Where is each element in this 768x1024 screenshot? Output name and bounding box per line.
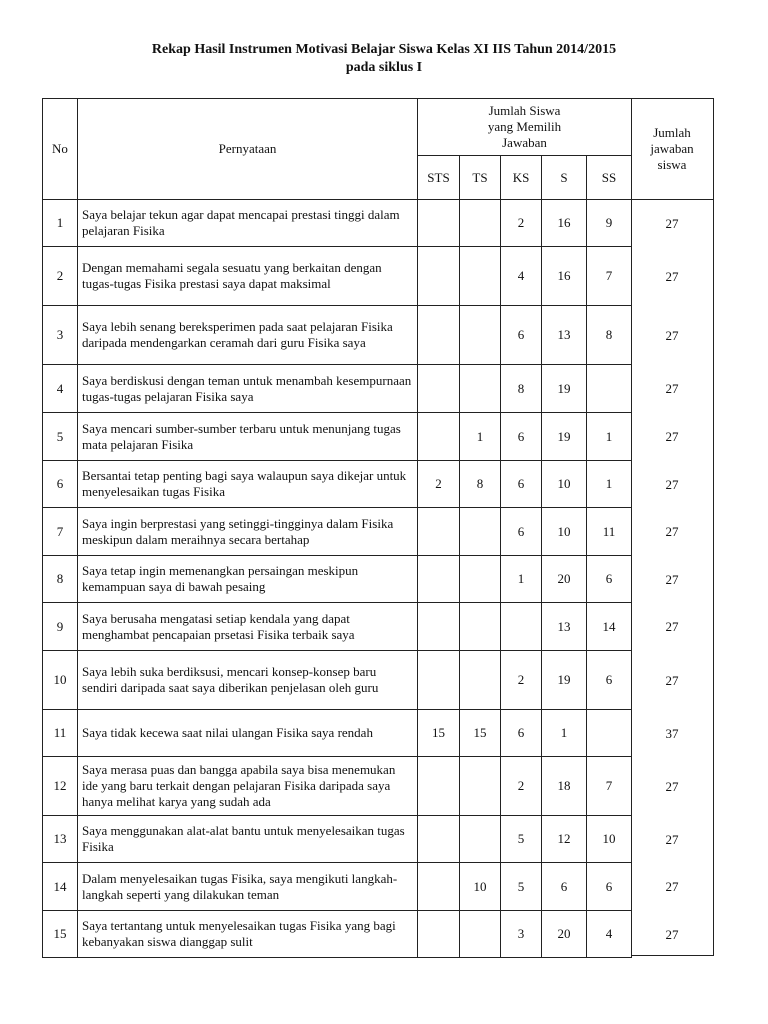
row-s-count: 6 xyxy=(542,863,587,911)
row-ts-count xyxy=(460,306,501,365)
row-statement xyxy=(78,556,418,603)
row-sts-count xyxy=(418,651,460,710)
row-ts-count: 1 xyxy=(460,413,501,461)
header-no: No xyxy=(43,99,78,200)
title-line-1: Rekap Hasil Instrumen Motivasi Belajar Siswa Kelas XI IIS Tahun 2014/2015 xyxy=(151,42,617,57)
header-ss: SS xyxy=(587,156,632,200)
row-statement-text: Dengan memahami segala sesuatu yang berkaitan dengan tugas-tugas Fisika prestasi saya dapat maksimal xyxy=(82,260,382,291)
table-row xyxy=(43,556,632,603)
row-ss-count: 6 xyxy=(587,651,632,710)
row-ss-count: 6 xyxy=(587,863,632,911)
row-ks-count: 6 xyxy=(501,710,542,757)
row-number: 13 xyxy=(43,816,78,863)
row-ss-count: 11 xyxy=(587,508,632,556)
row-number: 8 xyxy=(43,556,78,603)
row-statement-text: Bersantai tetap penting bagi saya walaupun saya dikejar untuk menyelesaikan tugas Fisika xyxy=(82,468,407,499)
row-sts-count xyxy=(418,556,460,603)
row-s-count: 20 xyxy=(542,556,587,603)
row-ks-count: 6 xyxy=(501,306,542,365)
row-ks-count: 3 xyxy=(501,911,542,958)
row-number: 15 xyxy=(43,911,78,958)
row-sts-count xyxy=(418,200,460,247)
table-row xyxy=(43,603,632,651)
row-statement xyxy=(78,651,418,710)
row-s-count: 19 xyxy=(542,651,587,710)
row-total: 27 xyxy=(665,476,679,492)
row-statement xyxy=(78,413,418,461)
row-ks-count: 2 xyxy=(501,651,542,710)
row-ks-count: 4 xyxy=(501,247,542,306)
total-column xyxy=(631,98,714,956)
header-s: S xyxy=(542,156,587,200)
row-total: 27 xyxy=(665,215,679,231)
table-row xyxy=(43,200,632,247)
row-ks-count: 5 xyxy=(501,863,542,911)
row-sts-count xyxy=(418,247,460,306)
row-number: 11 xyxy=(43,710,78,757)
row-total: 37 xyxy=(665,725,679,741)
row-ks-count: 6 xyxy=(501,461,542,508)
row-number: 12 xyxy=(43,757,78,816)
row-ss-count: 14 xyxy=(587,603,632,651)
row-ts-count xyxy=(460,603,501,651)
row-statement-text: Saya tidak kecewa saat nilai ulangan Fisika saya rendah xyxy=(82,725,373,740)
row-statement-text: Saya lebih senang bereksperimen pada saat pelajaran Fisika daripada mendengarkan ceramah dari guru Fisika saya xyxy=(82,319,393,350)
row-statement-text: Saya belajar tekun agar dapat mencapai prestasi tinggi dalam pelajaran Fisika xyxy=(82,207,400,238)
row-ts-count xyxy=(460,556,501,603)
row-ss-count: 1 xyxy=(587,413,632,461)
row-number: 7 xyxy=(43,508,78,556)
row-total: 27 xyxy=(665,879,679,894)
row-ks-count: 6 xyxy=(501,508,542,556)
row-statement xyxy=(78,200,418,247)
row-number: 3 xyxy=(43,306,78,365)
row-total: 27 xyxy=(665,429,679,444)
row-sts-count xyxy=(418,413,460,461)
header-ks: KS xyxy=(501,156,542,200)
row-s-count: 19 xyxy=(542,365,587,413)
row-ks-count: 5 xyxy=(501,816,542,863)
row-statement xyxy=(78,710,418,757)
row-total: 27 xyxy=(665,672,679,688)
row-ks-count: 2 xyxy=(501,757,542,816)
survey-table xyxy=(42,98,632,958)
row-total: 27 xyxy=(665,571,679,587)
row-statement xyxy=(78,508,418,556)
row-statement-text: Dalam menyelesaikan tugas Fisika, saya mengikuti langkah-langkah seperti yang dilakukan teman xyxy=(82,870,398,902)
row-statement xyxy=(78,863,418,911)
row-statement xyxy=(78,757,418,816)
row-statement-text: Saya merasa puas dan bangga apabila saya bisa menemukan ide yang baru terkait dengan pelajaran Fisika daripada saya hanya melihat karya yang sudah ada xyxy=(82,762,396,809)
header-total-label: Jumlah jawaban siswa xyxy=(650,125,694,172)
row-sts-count xyxy=(418,306,460,365)
table-row xyxy=(43,247,632,306)
row-total: 27 xyxy=(665,778,679,794)
row-ss-count: 9 xyxy=(587,200,632,247)
row-number: 9 xyxy=(43,603,78,651)
row-statement-text: Saya mencari sumber-sumber terbaru untuk menunjang tugas mata pelajaran Fisika xyxy=(82,420,401,452)
row-ss-count: 4 xyxy=(587,911,632,958)
row-sts-count xyxy=(418,603,460,651)
row-statement xyxy=(78,911,418,958)
row-sts-count: 15 xyxy=(418,710,460,757)
row-statement xyxy=(78,247,418,306)
row-s-count: 18 xyxy=(542,757,587,816)
row-ks-count xyxy=(501,603,542,651)
header-total xyxy=(631,99,713,200)
row-statement-text: Saya berusaha mengatasi setiap kendala yang dapat menghambat pencapaian prsetasi Fisika terbaik saya xyxy=(82,610,355,642)
row-statement-text: Saya tertantang untuk menyelesaikan tugas Fisika yang bagi kebanyakan siswa dianggap sulit xyxy=(82,918,396,949)
row-s-count: 10 xyxy=(542,461,587,508)
row-ts-count xyxy=(460,200,501,247)
row-total: 27 xyxy=(665,381,679,396)
row-ks-count: 8 xyxy=(501,365,542,413)
row-sts-count xyxy=(418,365,460,413)
row-s-count: 1 xyxy=(542,710,587,757)
row-ts-count xyxy=(460,816,501,863)
row-ks-count: 6 xyxy=(501,413,542,461)
row-total: 27 xyxy=(665,619,679,634)
table-row xyxy=(43,306,632,365)
table-row xyxy=(43,816,632,863)
row-s-count: 10 xyxy=(542,508,587,556)
document-title xyxy=(0,41,768,77)
row-statement xyxy=(78,461,418,508)
table-body xyxy=(43,200,632,958)
row-statement-text: Saya menggunakan alat-alat bantu untuk menyelesaikan tugas Fisika xyxy=(82,823,405,854)
row-number: 10 xyxy=(43,651,78,710)
row-number: 5 xyxy=(43,413,78,461)
header-response-group xyxy=(418,99,632,156)
row-statement-text: Saya tetap ingin memenangkan persaingan meskipun kemampuan saya di bawah pesaing xyxy=(82,563,359,594)
row-total: 27 xyxy=(665,524,679,539)
row-s-count: 16 xyxy=(542,247,587,306)
row-sts-count xyxy=(418,508,460,556)
table-row xyxy=(43,413,632,461)
row-number: 14 xyxy=(43,863,78,911)
row-ts-count: 15 xyxy=(460,710,501,757)
table-row xyxy=(43,757,632,816)
title-line-2: pada siklus I xyxy=(345,60,423,75)
row-ks-count: 1 xyxy=(501,556,542,603)
row-ts-count: 10 xyxy=(460,863,501,911)
row-ts-count xyxy=(460,365,501,413)
row-total: 27 xyxy=(665,831,679,847)
row-number: 6 xyxy=(43,461,78,508)
row-statement xyxy=(78,603,418,651)
row-total: 27 xyxy=(665,926,679,942)
row-sts-count xyxy=(418,911,460,958)
row-ss-count: 7 xyxy=(587,247,632,306)
row-statement xyxy=(78,306,418,365)
header-sts: STS xyxy=(418,156,460,200)
row-number: 2 xyxy=(43,247,78,306)
row-ts-count xyxy=(460,508,501,556)
row-total: 27 xyxy=(665,327,679,343)
row-statement xyxy=(78,816,418,863)
header-pernyataan: Pernyataan xyxy=(78,99,418,200)
row-s-count: 13 xyxy=(542,306,587,365)
row-ss-count: 7 xyxy=(587,757,632,816)
row-ss-count: 1 xyxy=(587,461,632,508)
row-number: 4 xyxy=(43,365,78,413)
row-statement-text: Saya berdiskusi dengan teman untuk menambah kesempurnaan tugas-tugas pelajaran Fisika saya xyxy=(82,372,412,404)
table-row xyxy=(43,911,632,958)
table-row xyxy=(43,651,632,710)
row-s-count: 19 xyxy=(542,413,587,461)
table-row xyxy=(43,710,632,757)
header-ts: TS xyxy=(460,156,501,200)
row-ts-count xyxy=(460,247,501,306)
row-total: 27 xyxy=(665,268,679,284)
header-response-group-label: Jumlah Siswa yang Memilih Jawaban xyxy=(487,103,562,150)
row-statement-text: Saya lebih suka berdiksusi, mencari konsep-konsep baru sendiri daripada saat saya diberikan penjelasan oleh guru xyxy=(82,664,379,695)
row-sts-count xyxy=(418,863,460,911)
row-sts-count xyxy=(418,757,460,816)
row-statement xyxy=(78,365,418,413)
row-sts-count xyxy=(418,816,460,863)
table-row xyxy=(43,365,632,413)
row-s-count: 12 xyxy=(542,816,587,863)
table-row xyxy=(43,863,632,911)
row-ks-count: 2 xyxy=(501,200,542,247)
row-ts-count xyxy=(460,651,501,710)
row-ss-count xyxy=(587,365,632,413)
table-row xyxy=(43,508,632,556)
row-ts-count xyxy=(460,757,501,816)
row-ss-count: 8 xyxy=(587,306,632,365)
row-ss-count: 6 xyxy=(587,556,632,603)
row-ss-count xyxy=(587,710,632,757)
row-s-count: 16 xyxy=(542,200,587,247)
row-s-count: 13 xyxy=(542,603,587,651)
row-ss-count: 10 xyxy=(587,816,632,863)
row-s-count: 20 xyxy=(542,911,587,958)
row-sts-count: 2 xyxy=(418,461,460,508)
row-statement-text: Saya ingin berprestasi yang setinggi-tingginya dalam Fisika meskipun dalam meraihnya secara bertahap xyxy=(82,515,394,547)
row-number: 1 xyxy=(43,200,78,247)
table-row xyxy=(43,461,632,508)
row-ts-count xyxy=(460,911,501,958)
row-ts-count: 8 xyxy=(460,461,501,508)
